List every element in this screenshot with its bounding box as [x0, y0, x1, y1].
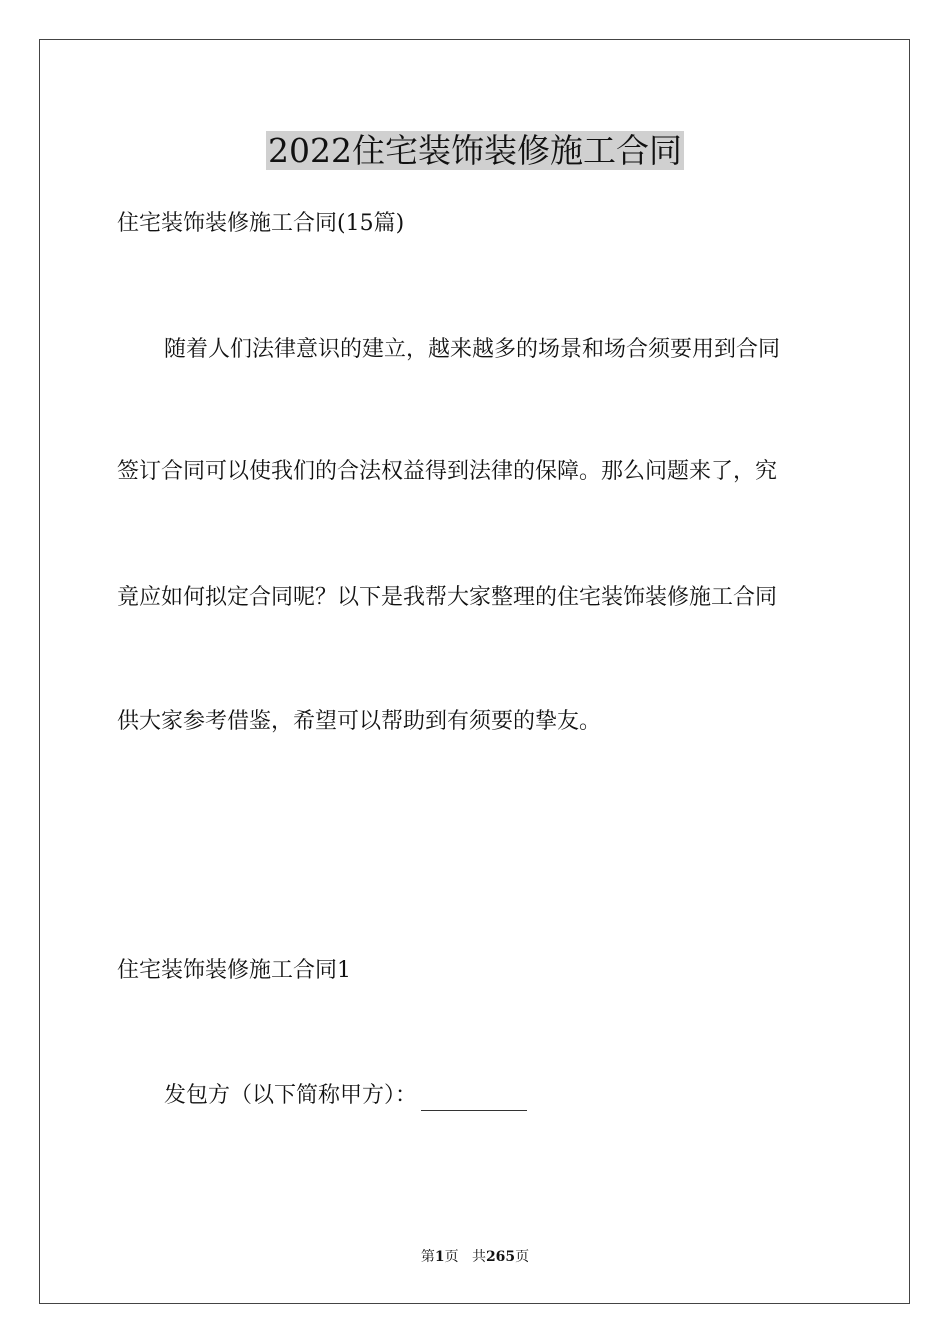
footer-page-number: 1	[434, 1249, 445, 1265]
document-subtitle: 住宅装饰装修施工合同(15篇)	[117, 211, 405, 236]
party-a-label: 发包方（以下简称甲方）：	[164, 1083, 418, 1108]
intro-line-2: 签订合同可以使我们的合法权益得到法律的保障。那么问题来了，究	[117, 459, 778, 484]
footer-total-prefix: 共	[471, 1249, 486, 1265]
intro-line-3: 竟应如何拟定合同呢？以下是我帮大家整理的住宅装饰装修施工合同	[117, 585, 778, 610]
party-a-blank	[421, 1088, 527, 1111]
footer-page-suffix: 页	[444, 1249, 459, 1265]
footer-prefix: 第	[420, 1249, 435, 1265]
footer-total-suffix: 页	[515, 1249, 530, 1265]
intro-line-4: 供大家参考借鉴，希望可以帮助到有须要的挚友。	[117, 709, 602, 734]
page-footer	[0, 1248, 950, 1266]
intro-line-1: 随着人们法律意识的建立，越来越多的场景和场合须要用到合同	[164, 337, 781, 362]
section-heading: 住宅装饰装修施工合同1	[117, 958, 351, 983]
document-title	[0, 128, 950, 174]
party-a-line	[164, 1081, 527, 1111]
document-title-text: 2022住宅装饰装修施工合同	[268, 131, 682, 170]
footer-total-pages: 265	[485, 1249, 516, 1265]
